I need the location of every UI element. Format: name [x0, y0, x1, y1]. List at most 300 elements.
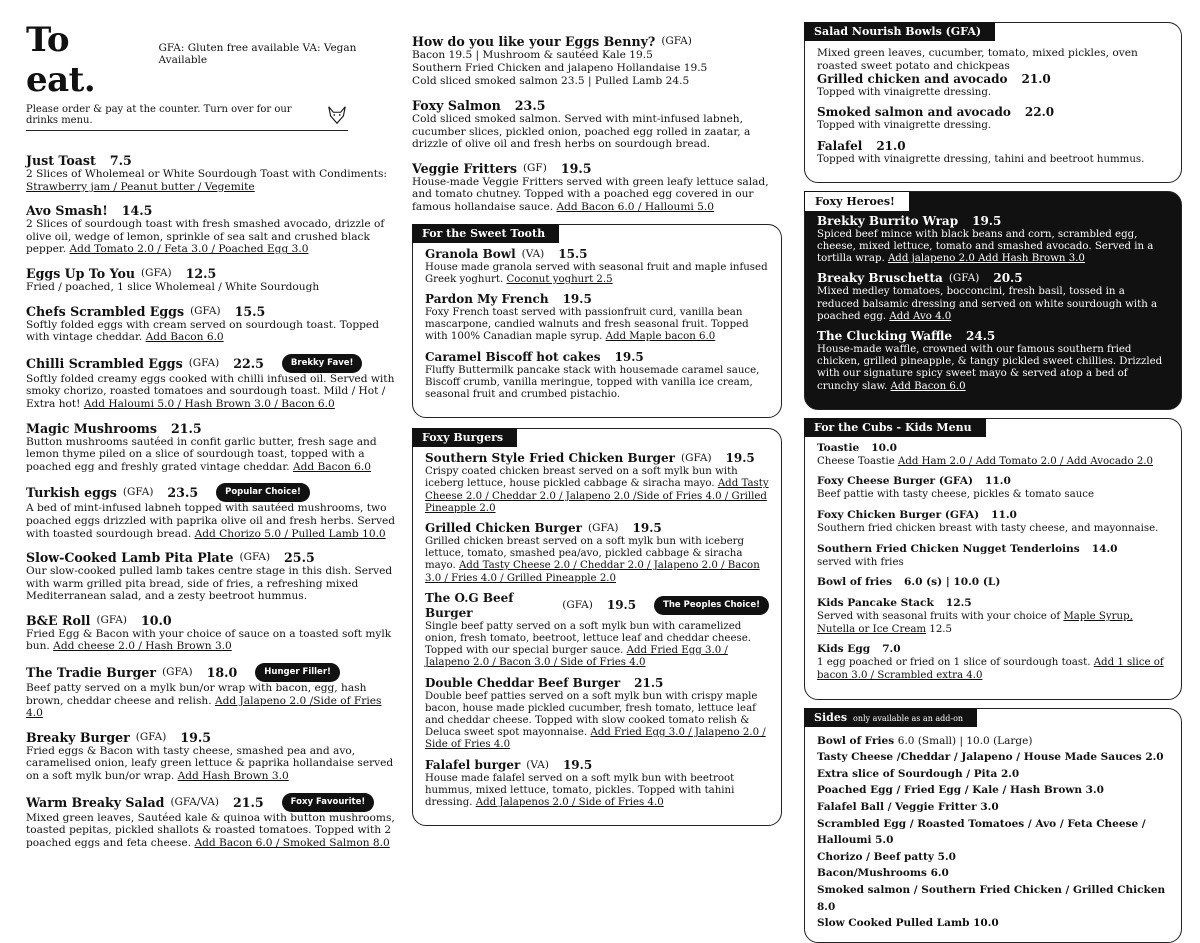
- header: [26, 20, 398, 100]
- item-price: 21.5: [170, 420, 202, 436]
- order-instruction: Please order & pay at the counter. Turn over for our drinks menu.: [26, 104, 292, 126]
- item-name: Double Cheddar Beef Burger: [425, 675, 621, 690]
- sweet-list: [425, 247, 769, 402]
- benny-line: Southern Fried Chicken and jalapeno Hollandaise 19.5: [412, 62, 708, 74]
- item-addons: Add Maple bacon 6.0: [605, 331, 716, 343]
- side-price: 2.0: [1000, 767, 1020, 780]
- side-item: [817, 849, 1169, 866]
- item-header: [817, 575, 1169, 590]
- item-description: [26, 218, 398, 256]
- section-title: Foxy Heroes!: [804, 191, 910, 212]
- item-description: [425, 307, 769, 344]
- item-addons: Add Hash Brown 3.0: [177, 770, 289, 783]
- item-desc-text: House-made waffle, crowned with our famous southern fried chicken, grilled pineapple, & tangy pickled sweet chillies. Drizzled with our signature spicy sweet mayo & served atop a bed of crunchy slaw.: [817, 344, 1163, 392]
- salad-box: [804, 22, 1182, 183]
- item-price: 14.5: [121, 203, 153, 219]
- item-tag: (GFA): [190, 304, 221, 317]
- item-addons: Add jalapeno 2.0 Add Hash Brown 3.0: [887, 253, 1085, 265]
- item-name: Just Toast: [26, 153, 96, 168]
- menu-item: [817, 72, 1169, 99]
- side-name: Poached Egg / Fried Egg / Kale / Hash Brown: [817, 784, 1083, 797]
- fox-icon: [326, 104, 348, 126]
- item-header: [26, 203, 398, 218]
- item-desc-text: Cold sliced smoked salmon. Served with mint-infused labneh, cucumber slices, pickled onion, poached egg rolled in zaatar, a drizzle of olive oil and fresh herbs on sourdough bread.: [412, 113, 751, 151]
- item-addons: Add Chorizo 5.0 / Pulled Lamb 10.0: [194, 527, 386, 540]
- sides-title: Sides: [814, 710, 848, 724]
- item-price: 23.5: [514, 98, 546, 113]
- item-tag: (GFA): [188, 356, 220, 369]
- menu-item: [425, 292, 769, 344]
- item-description: [26, 436, 398, 474]
- side-item: [817, 865, 1169, 882]
- menu-item: [26, 663, 398, 720]
- item-desc-text: A bed of mint-infused labneh topped with sautéed mushrooms, two poached eggs drizzled with paprika olive oil and fresh herbs. Served with toasted sourdough bread.: [26, 502, 396, 540]
- item-desc-text: served with fries: [817, 556, 904, 568]
- item-addons: Add Bacon 6.0: [890, 380, 966, 392]
- item-tag: (GFA): [681, 452, 712, 465]
- item-price: 25.5: [284, 550, 315, 566]
- item-name: Granola Bowl: [425, 246, 516, 261]
- item-description: [817, 657, 1169, 682]
- menu-item: [817, 214, 1169, 266]
- item-description: [817, 523, 1169, 536]
- benny-line: Bacon 19.5 | Mushroom & sautéed Kale 19.5: [412, 49, 653, 61]
- menu-item: [817, 271, 1169, 323]
- item-desc-text: Grilled chicken breast served on a soft mylk bun with iceberg lettuce, tomato, smashed pea/avo, pickled cabbage & siracha mayo.: [425, 536, 745, 572]
- menu-item: [817, 105, 1169, 132]
- menu-item: [26, 203, 398, 256]
- side-item: [817, 766, 1169, 783]
- middle-column: [412, 34, 782, 826]
- item-price: 14.0: [1091, 542, 1118, 555]
- item-header: [425, 247, 769, 262]
- item-header: [817, 329, 1169, 344]
- menu-item: [425, 247, 769, 286]
- item-price: 22.5: [233, 355, 264, 371]
- item-name: Veggie Fritters: [412, 160, 517, 176]
- item-description: [817, 87, 1169, 99]
- item-price: 12.5: [945, 597, 972, 610]
- salad-list: [817, 72, 1169, 166]
- item-price: 11.0: [985, 475, 1011, 488]
- side-price: 6.0 (Small) | 10.0 (Large): [897, 734, 1033, 747]
- item-description: [817, 286, 1169, 323]
- item-price: 22.0: [1024, 105, 1055, 120]
- item-addons: Add cheese 2.0 / Hash Brown 3.0: [53, 640, 232, 653]
- item-price: 7.0: [882, 643, 901, 656]
- item-price: 21.5: [634, 675, 664, 690]
- item-header: [26, 730, 398, 745]
- side-price: 8.0: [817, 900, 836, 913]
- menu-item: [412, 98, 782, 151]
- item-name: Foxy Salmon: [412, 98, 501, 113]
- item-description: [26, 745, 398, 783]
- item-price: 15.5: [558, 246, 588, 261]
- item-name: Brekky Burrito Wrap: [817, 213, 959, 228]
- item-price: 19.5: [725, 451, 755, 466]
- menu-item: [817, 575, 1169, 590]
- item-price: 10.0: [140, 612, 172, 628]
- item-description: [425, 773, 769, 810]
- item-price: 10.0: [871, 441, 898, 454]
- item-desc-text: House-made Veggie Fritters served with green leafy lettuce salad, and tomato chutney. Topped with a poached egg covered in our famous hollandaise sauce.: [412, 175, 769, 213]
- section-title: For the Sweet Tooth: [412, 224, 559, 243]
- menu-item: [817, 596, 1169, 636]
- item-description: [817, 456, 1169, 469]
- item-desc-text: Fried Egg & Bacon with your choice of sauce on a toasted soft mylk bun.: [26, 627, 392, 653]
- item-desc-text: Single beef patty served on a soft mylk bun with caramelized onion, fresh tomato, beetroot, lettuce leaf and cheddar cheese. Topped with our special burger sauce.: [425, 620, 751, 657]
- item-addons: Add Tomato 2.0 / Feta 3.0 / Poached Egg 3.0: [69, 243, 309, 256]
- item-addons: Add Ham 2.0 / Add Tomato 2.0 / Add Avocado 2.0: [897, 455, 1154, 467]
- item-header: [26, 550, 398, 565]
- item-name: Foxy Chicken Burger (GFA): [817, 509, 980, 522]
- sweet-tooth-box: [412, 224, 782, 419]
- item-desc-text: Softly folded eggs with cream served on sourdough toast. Topped with vintage cheddar.: [26, 318, 379, 344]
- menu-item: [425, 451, 769, 515]
- menu-item: [26, 354, 398, 411]
- side-item: [817, 733, 1169, 750]
- item-desc-text: Topped with vinaigrette dressing.: [817, 120, 992, 132]
- menu-item: [817, 508, 1169, 536]
- item-desc-text: Our slow-cooked pulled lamb takes centre stage in this dish. Served with warm grilled pita bread, side of fries, a refreshing mixed Mediterranean salad, and a zesty beetroot hummus.: [26, 565, 393, 603]
- item-description: [26, 628, 398, 653]
- item-description: [26, 812, 398, 850]
- item-name: Toastie: [817, 441, 860, 454]
- item-description: [817, 611, 1169, 636]
- item-description: [26, 682, 398, 720]
- item-header: [412, 98, 782, 113]
- page-title: To eat.: [26, 20, 96, 100]
- item-description: [425, 262, 769, 286]
- item-addons: Coconut yoghurt 2.5: [506, 273, 613, 285]
- item-name: Breaky Burger: [26, 729, 130, 745]
- menu-item: [425, 521, 769, 585]
- side-name: Bowl of Fries: [817, 734, 895, 747]
- side-item: [817, 816, 1169, 849]
- item-addons: Add Jalapenos 2.0 / Side of Fries 4.0: [475, 797, 664, 809]
- item-addons: Strawberry jam / Peanut butter / Vegemite: [26, 180, 255, 193]
- item-tag: (GFA/VA): [170, 795, 219, 808]
- kids-box: [804, 418, 1182, 700]
- item-price: 6.0 (s) | 10.0 (L): [904, 576, 1001, 589]
- item-desc-text: Double beef patties served on a soft mylk bun with crispy maple bacon, house made pickled cucumber, fresh tomato, lettuce leaf and cheddar cheese. Topped with slow cooked tomato relish & Deluca sweet spot mayonnaise.: [425, 690, 758, 739]
- item-desc-text: Beef patty served on a mylk bun/or wrap with bacon, egg, hash brown, cheddar cheese and relish.: [26, 682, 367, 707]
- item-tag: (GFA): [562, 599, 593, 612]
- item-desc-text: Fried / poached, 1 slice Wholemeal / White Sourdough: [26, 280, 320, 293]
- item-tag: (GFA): [239, 551, 271, 564]
- item-price: 18.0: [206, 665, 238, 681]
- item-price: 19.5: [560, 160, 592, 176]
- menu-item: [26, 550, 398, 603]
- side-item: [817, 915, 1169, 932]
- item-header: [26, 304, 398, 319]
- kids-list: [817, 441, 1169, 683]
- item-addons: Add Tasty Cheese 2.0 / Cheddar 2.0 / Jalapeno 2.0 /Side of Fries 4.0 / Grilled Pineapple 2.0: [425, 478, 769, 514]
- brunch-list: [412, 98, 782, 214]
- menu-item: [26, 793, 398, 850]
- left-column: [26, 20, 398, 859]
- item-description: [26, 373, 398, 411]
- item-desc-text: Served with seasonal fruits with your choice of: [817, 611, 1061, 623]
- item-header: [817, 271, 1169, 286]
- item-name: B&E Roll: [26, 612, 91, 628]
- item-name: Chefs Scrambled Eggs: [26, 303, 185, 319]
- item-header: [26, 663, 398, 682]
- side-price: 6.0: [930, 867, 949, 880]
- item-addons: Add 1 slice of bacon 3.0 / Scrambled extra 4.0: [817, 657, 1164, 681]
- menu-item: [26, 421, 398, 474]
- item-name: Southern Fried Chicken Nugget Tenderloins: [817, 542, 1080, 555]
- item-price: 11.0: [991, 509, 1017, 522]
- item-desc-text: House made granola served with seasonal fruit and maple infused Greek yoghurt.: [425, 261, 768, 285]
- item-addons: Add Tasty Cheese 2.0 / Cheddar 2.0 / Jalapeno 2.0 / Bacon 3.0 / Fries 4.0 / Grilled Pineapple 2.0: [425, 560, 760, 584]
- item-description: [425, 536, 769, 585]
- item-description: [425, 466, 769, 515]
- menu-item: [412, 161, 782, 214]
- item-tag: (VA): [526, 758, 549, 771]
- item-addons: Add Bacon 6.0: [145, 331, 224, 344]
- item-addons: Add Bacon 6.0 / Smoked Salmon 8.0: [194, 836, 390, 849]
- item-header: [425, 292, 769, 307]
- side-item: [817, 782, 1169, 799]
- item-desc-text: Fluffy Buttermilk pancake stack with housemade caramel sauce, Biscoff crumb, vanilla meringue, topped with vanilla ice cream, seasonal fruit and crumbed pistachio.: [425, 364, 760, 400]
- item-addons: Add Fried Egg 3.0 / Jalapeno 2.0 / Bacon 3.0 / Side of Fries 4.0: [425, 645, 728, 669]
- item-desc-text: House made falafel served on a soft mylk bun with beetroot hummus, mixed lettuce, tomato, pickles. Topped with tahini dressing.: [425, 772, 735, 809]
- item-name: Falafel burger: [425, 757, 521, 772]
- item-header: [817, 139, 1169, 154]
- item-tag: (GFA): [948, 272, 980, 285]
- menu-item: [26, 304, 398, 344]
- item-tag: (GFA): [162, 666, 193, 679]
- breakfast-list: [26, 153, 398, 849]
- menu-item: [817, 542, 1169, 570]
- item-name: Grilled Chicken Burger: [425, 521, 582, 535]
- item-name: Smoked salmon and avocado: [817, 105, 1011, 120]
- item-description: [26, 168, 398, 193]
- item-description: [425, 621, 769, 670]
- item-price: 12.5: [185, 265, 217, 281]
- item-header: [817, 642, 1169, 657]
- item-header: [817, 508, 1169, 523]
- item-header: [26, 153, 398, 168]
- item-addons: Add Fried Egg 3.0 / Jalapeno 2.0 / Side of Fries 4.0: [425, 727, 766, 751]
- item-desc-text: Foxy French toast served with passionfruit curd, vanilla bean mascarpone, candied walnuts and fresh seasonal fruit. Topped with 100% Canadian maple syrup.: [425, 306, 749, 343]
- item-header: [817, 105, 1169, 120]
- item-tag: (GFA): [135, 730, 167, 743]
- item-price: 15.5: [234, 303, 266, 319]
- section-title: Salad Nourish Bowls (GFA): [804, 22, 995, 41]
- item-tag: (GF): [522, 161, 547, 174]
- item-name: Kids Egg: [817, 643, 871, 656]
- item-name: Breaky Bruschetta: [817, 271, 943, 286]
- side-name: Tasty Cheese /Cheddar / Jalapeno / House Made Sauces: [817, 751, 1142, 764]
- side-item: [817, 749, 1169, 766]
- item-header: [26, 421, 398, 436]
- item-description: [412, 176, 782, 214]
- item-header: [26, 613, 398, 628]
- item-price: 21.0: [876, 138, 906, 153]
- menu-item: [26, 730, 398, 783]
- item-tag: (VA): [521, 247, 545, 260]
- item-desc-text: Mixed medley tomatoes, bocconcini, fresh basil, tossed in a reduced balsamic dressing and served on white sourdough with a poached egg.: [817, 286, 1158, 322]
- sides-box: [804, 708, 1182, 943]
- side-name: Falafel Ball / Veggie Fritter: [817, 800, 977, 813]
- item-description: [425, 691, 769, 752]
- item-desc-text: 1 egg poached or fried on 1 slice of sourdough toast.: [817, 657, 1091, 669]
- menu-item: [425, 350, 769, 402]
- eggs-benny: [412, 34, 782, 88]
- item-name: How do you like your Eggs Benny?: [412, 34, 656, 49]
- menu-item: [817, 329, 1169, 393]
- item-addons: Maple Syrup, Nutella or Ice Cream: [817, 611, 1133, 635]
- item-desc-text: Topped with vinaigrette dressing.: [817, 87, 992, 99]
- item-price: 23.5: [167, 485, 199, 501]
- burgers-box: [412, 428, 782, 826]
- item-badge: Popular Choice!: [216, 483, 310, 502]
- side-price: 3.0: [1085, 784, 1104, 797]
- item-desc-text: Beef pattie with tasty cheese, pickles & tomato sauce: [817, 489, 1095, 501]
- item-price: 19.5: [562, 291, 592, 306]
- item-price: 21.5: [232, 794, 264, 810]
- item-description: [26, 502, 398, 540]
- side-item: [817, 799, 1169, 816]
- item-addons: Add Bacon 6.0: [292, 460, 371, 473]
- sides-list: [817, 733, 1169, 932]
- item-desc-text: Mixed green leaves, Sautéed kale & quinoa with button mushrooms, toasted pepitas, pickled shallots & roasted tomatoes. Topped with 2 poached eggs and feta cheese.: [26, 811, 395, 849]
- item-price: 19.5: [972, 213, 1002, 228]
- section-title: [804, 708, 977, 727]
- item-header: [425, 676, 769, 691]
- item-description: [412, 113, 782, 151]
- menu-item: [817, 441, 1169, 469]
- item-desc-text: Crispy coated chicken breast served on a soft mylk bun with iceberg lettuce, house pickled cabbage & siracha mayo.: [425, 466, 738, 490]
- item-name: Southern Style Fried Chicken Burger: [425, 451, 675, 466]
- right-column: [804, 22, 1182, 943]
- item-name: Magic Mushrooms: [26, 420, 157, 436]
- order-instruction-row: [26, 104, 348, 131]
- item-price: 19.5: [614, 349, 644, 364]
- item-tag: (GFA): [96, 613, 127, 626]
- item-description: [817, 344, 1169, 393]
- item-desc-text: Spiced beef mince with black beans and corn, scrambled egg, cheese, mixed lettuce, tomato and smashed avocado. Served in a tortilla wrap.: [817, 228, 1154, 265]
- menu-item: [425, 591, 769, 670]
- side-name: Extra slice of Sourdough / Pita: [817, 767, 998, 780]
- item-desc-text: Softly folded creamy eggs cooked with chilli infused oil. Served with smoky chorizo, roasted tomatoes and sourdough toast. Mild / Hot / Extra hot!: [26, 372, 395, 410]
- menu-item: [817, 474, 1169, 502]
- item-name: Falafel: [817, 138, 863, 153]
- section-title: For the Cubs - Kids Menu: [804, 418, 986, 437]
- item-tag: (GFA): [587, 522, 619, 534]
- side-price: 2.0: [1145, 751, 1164, 764]
- item-header: [412, 161, 782, 176]
- item-desc-text: Cheese Toastie: [817, 455, 895, 467]
- side-price: 3.0: [980, 800, 999, 813]
- salad-intro: Mixed green leaves, cucumber, tomato, mixed pickles, oven roasted sweet potato and chickpeas: [817, 47, 1138, 72]
- item-name: Bowl of fries: [817, 576, 893, 589]
- section-title: Foxy Burgers: [412, 428, 517, 447]
- item-name: Caramel Biscoff hot cakes: [425, 349, 601, 364]
- item-name: The Tradie Burger: [26, 665, 157, 681]
- menu-item: [26, 266, 398, 294]
- item-price: 19.5: [632, 521, 662, 535]
- item-badge: The Peoples Choice!: [654, 596, 769, 615]
- item-tag: (GFA): [661, 35, 692, 47]
- item-desc-text: 2 Slices of Wholemeal or White Sourdough Toast with Condiments:: [26, 168, 388, 180]
- item-price: 19.5: [562, 757, 593, 772]
- item-badge: Foxy Favourite!: [282, 793, 375, 812]
- item-header: [425, 758, 769, 773]
- sides-note: only available as an add-on: [853, 713, 964, 723]
- item-header: [425, 591, 769, 621]
- menu-item: [26, 483, 398, 540]
- item-tag: (GFA): [141, 266, 172, 279]
- item-description: [817, 557, 1169, 570]
- item-description: [26, 281, 398, 294]
- item-addons: Add Jalapeno 2.0 /Side of Fries 4.0: [26, 694, 382, 720]
- item-description: [817, 154, 1169, 166]
- item-header: [425, 451, 769, 466]
- item-name: Turkish eggs: [26, 485, 117, 501]
- heroes-list: [817, 214, 1169, 393]
- side-price: 5.0: [875, 834, 894, 847]
- item-desc-text: 2 Slices of sourdough toast with fresh smashed avocado, drizzle of olive oil, wedge of lemon, sprinkle of sea salt and crushed black pepper.: [26, 218, 385, 256]
- item-price: 24.5: [966, 329, 996, 344]
- menu-item: [26, 613, 398, 653]
- item-name: Avo Smash!: [26, 203, 108, 219]
- side-price: 5.0: [937, 850, 956, 863]
- item-header: [817, 596, 1169, 611]
- item-header: [425, 521, 769, 536]
- item-addons: Add Avo 4.0: [889, 310, 952, 322]
- item-header: [817, 542, 1169, 557]
- item-header: [26, 266, 398, 281]
- item-description: [817, 120, 1169, 132]
- item-desc-text: Fried eggs & Bacon with tasty cheese, smashed pea and avo, caramelised onion, leafy green lettuce & paprika hollandaise served on a soft mylk bun/or wrap.: [26, 744, 394, 783]
- item-badge: Hunger Filler!: [255, 663, 340, 682]
- heroes-box: [804, 191, 1182, 410]
- menu-item: [425, 676, 769, 752]
- side-item: [817, 882, 1169, 915]
- item-name: The O.G Beef Burger: [425, 590, 514, 620]
- item-price: 7.5: [109, 153, 132, 168]
- item-addons: Add Bacon 6.0 / Halloumi 5.0: [556, 200, 714, 213]
- item-header: [817, 72, 1169, 87]
- item-price: 19.5: [606, 598, 637, 613]
- item-name: The Clucking Waffle: [817, 329, 953, 344]
- item-addons: Add Haloumi 5.0 / Hash Brown 3.0 / Bacon 6.0: [83, 397, 335, 410]
- burger-list: [425, 451, 769, 809]
- menu-item: [817, 642, 1169, 682]
- item-header: [817, 214, 1169, 229]
- side-name: Smoked salmon / Southern Fried Chicken / Grilled Chicken: [817, 883, 1166, 896]
- item-description: [26, 565, 398, 603]
- item-price: 21.0: [1021, 72, 1051, 87]
- item-header: [26, 793, 398, 812]
- item-desc-text: Topped with vinaigrette dressing, tahini and beetroot hummus.: [817, 153, 1145, 165]
- item-header: [817, 474, 1169, 489]
- item-desc-text: Button mushrooms sautéed in confit garlic butter, fresh sage and lemon thyme piled on a slice of sourdough toast, topped with a poached egg and freshly grated vintage cheddar.: [26, 435, 377, 473]
- item-badge: Brekky Fave!: [282, 354, 362, 373]
- item-name: Warm Breaky Salad: [26, 794, 165, 810]
- item-tail: 12.5: [929, 623, 953, 635]
- item-description: [817, 229, 1169, 266]
- item-name: Pardon My French: [425, 291, 549, 306]
- benny-line: Cold sliced smoked salmon 23.5 | Pulled Lamb 24.5: [412, 75, 690, 87]
- item-name: Eggs Up To You: [26, 265, 136, 281]
- legend: GFA: Gluten free available VA: Vegan Available: [158, 42, 357, 66]
- item-header: [26, 483, 398, 502]
- item-name: Kids Pancake Stack: [817, 597, 934, 610]
